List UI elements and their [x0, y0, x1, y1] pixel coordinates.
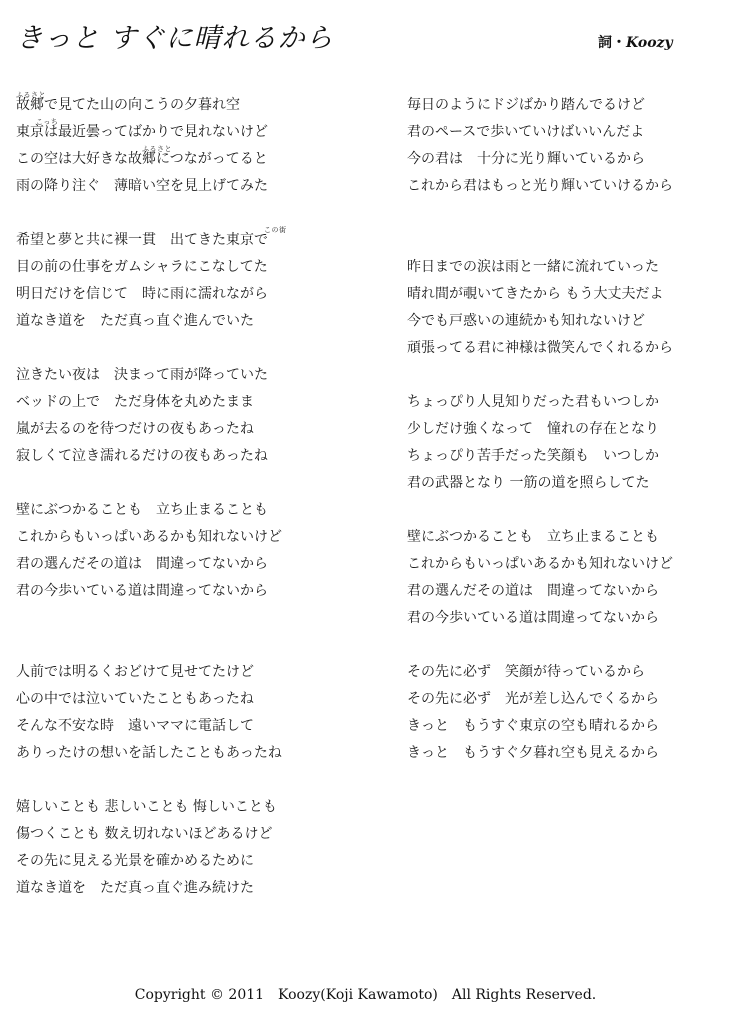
- lyric-line: その先に必ず 笑顔が待っているから: [407, 664, 645, 680]
- lyric-line: この街 希望と夢と共に裸一貫 出てきた東京で: [16, 226, 287, 248]
- lyric-line: ちょっぴり苦手だった笑顔も いつしか: [407, 448, 659, 464]
- lyric-line: その先に見える光景を確かめるために: [16, 853, 254, 869]
- lyric-line: 心の中では泣いていたこともあったね: [16, 691, 254, 707]
- lyric-line: 道なき道を ただ真っ直ぐ進み続けた: [16, 880, 254, 896]
- stanza-right-5: [407, 659, 673, 767]
- lyric-line: そんな不安な時 遠いママに電話して: [16, 718, 254, 734]
- lyric-line: 君の武器となり 一筋の道を照らしてた: [407, 475, 650, 491]
- lyric-line: 昨日までの涙は雨と一緒に流れていった: [407, 259, 659, 275]
- lyric-line: 今の君は 十分に光り輝いているから: [407, 151, 645, 167]
- lyric-line: 人前では明るくおどけて見せてたけど: [16, 664, 254, 680]
- lyric-line: 君の今歩いている道は間違ってないから: [407, 610, 659, 626]
- lyric-line: ありったけの想いを話したこともあったね: [16, 745, 282, 761]
- stanza-left-4: [16, 497, 282, 605]
- ruby-annotation: こっち: [36, 118, 59, 126]
- ruby-annotation: この街: [264, 226, 287, 234]
- stanza-left-2: [16, 226, 287, 335]
- lyric-line: 君のペースで歩いていけばいいんだよ: [407, 124, 645, 140]
- lyric-line: ふるさと この空は大好きな故郷につながってると: [16, 145, 268, 167]
- stanza-left-5: [16, 659, 282, 767]
- stanza-right-3: [407, 389, 673, 497]
- lyric-line: 道なき道を ただ真っ直ぐ進んでいた: [16, 313, 254, 329]
- stanza-left-3: [16, 362, 282, 470]
- lyric-line: 壁にぶつかることも 立ち止まることも: [16, 502, 268, 518]
- lyric-line: 君の今歩いている道は間違ってないから: [16, 583, 268, 599]
- lyricist-name: Koozy: [626, 35, 673, 51]
- lyric-line: 目の前の仕事をガムシャラにこなしてた: [16, 259, 268, 275]
- credit-label: 詞・: [598, 35, 626, 51]
- lyric-line: 君の選んだその道は 間違ってないから: [407, 583, 659, 599]
- lyric-line: 壁にぶつかることも 立ち止まることも: [407, 529, 659, 545]
- lyric-line: 傷つくことも 数え切れないほどあるけど: [16, 826, 273, 842]
- stanza-left-1: [16, 92, 282, 200]
- lyric-line: きっと もうすぐ東京の空も晴れるから: [407, 718, 659, 734]
- song-title: きっと すぐに晴れるから: [16, 23, 334, 54]
- ruby-annotation: ふるさと: [142, 145, 172, 153]
- lyric-line: こっち 東京は最近曇ってばかりで見れないけど: [16, 118, 268, 140]
- lyric-line: ちょっぴり人見知りだった君もいつしか: [407, 394, 659, 410]
- lyric-line: 晴れ間が覗いてきたから もう大丈夫だよ: [407, 286, 664, 302]
- stanza-right-4: [407, 524, 673, 632]
- stanza-left-6: [16, 794, 282, 902]
- ruby-annotation: ふるさと: [16, 91, 46, 99]
- lyric-line: 毎日のようにドジばかり踏んでるけど: [407, 97, 645, 113]
- lyric-line: 少しだけ強くなって 憧れの存在となり: [407, 421, 659, 437]
- lyrics-left-column: [16, 91, 287, 902]
- lyric-line: これから君はもっと光り輝いていけるから: [407, 178, 673, 194]
- lyric-line: ベッドの上で ただ身体を丸めたまま: [16, 394, 254, 410]
- lyric-line: 嬉しいことも 悲しいことも 悔しいことも: [16, 799, 277, 815]
- lyric-line: 君の選んだその道は 間違ってないから: [16, 556, 268, 572]
- lyrics-right-column: [407, 92, 673, 767]
- lyricist-credit: [598, 32, 673, 52]
- copyright-footer: Copyright © 2011 Koozy(Koji Kawamoto) All Rights Reserved.: [134, 987, 597, 1003]
- lyric-line: 嵐が去るのを待つだけの夜もあったね: [16, 421, 254, 437]
- lyric-line: 頑張ってる君に神様は微笑んでくれるから: [407, 340, 673, 356]
- lyric-line: きっと もうすぐ夕暮れ空も見えるから: [407, 745, 659, 761]
- lyric-line: 寂しくて泣き濡れるだけの夜もあったね: [16, 448, 268, 464]
- lyric-line: ふるさと 故郷で見てた山の向こうの夕暮れ空: [16, 91, 240, 113]
- lyric-line: その先に必ず 光が差し込んでくるから: [407, 691, 659, 707]
- stanza-right-2: [407, 254, 673, 362]
- lyric-line: 泣きたい夜は 決まって雨が降っていた: [16, 367, 268, 383]
- stanza-right-1: [407, 92, 673, 200]
- lyric-line: 明日だけを信じて 時に雨に濡れながら: [16, 286, 268, 302]
- lyric-line: 今でも戸惑いの連続かも知れないけど: [407, 313, 645, 329]
- lyric-line: これからもいっぱいあるかも知れないけど: [407, 556, 673, 572]
- lyric-line: これからもいっぱいあるかも知れないけど: [16, 529, 282, 545]
- lyric-line: 雨の降り注ぐ 薄暗い空を見上げてみた: [16, 178, 268, 194]
